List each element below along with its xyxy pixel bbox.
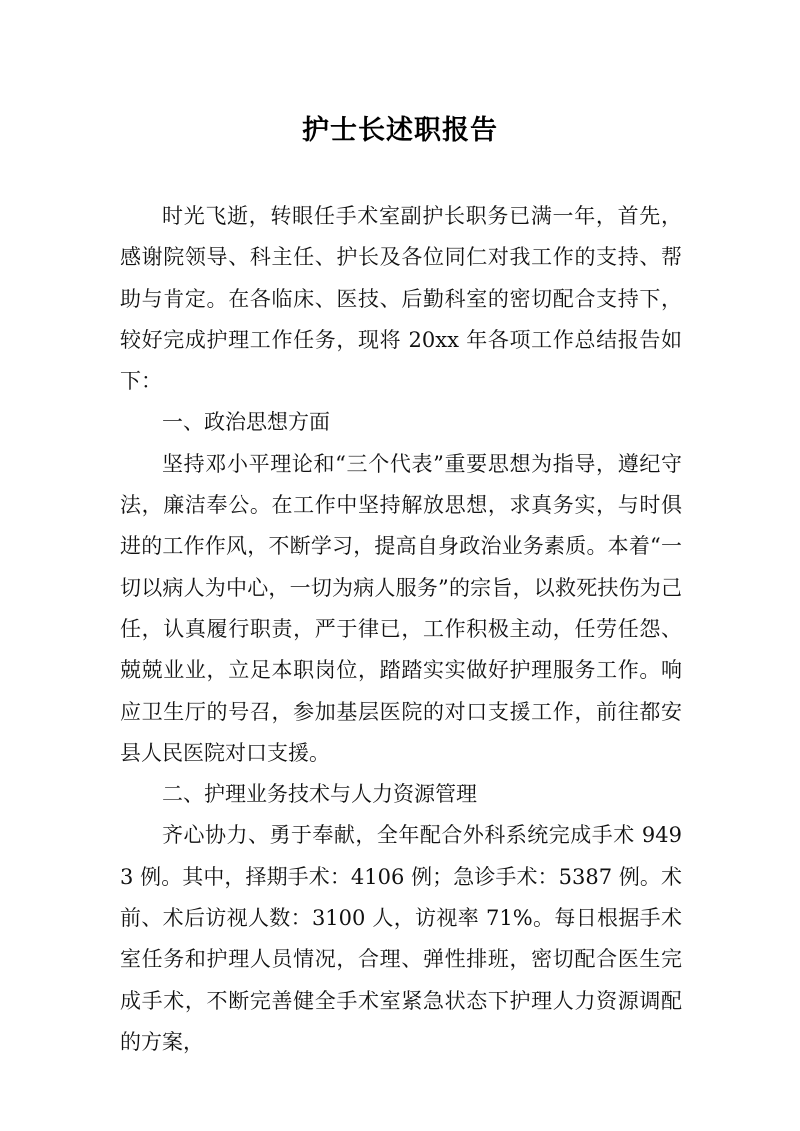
document-title: 护士长述职报告 bbox=[302, 115, 498, 146]
politics-paragraph: 坚持邓小平理论和“三个代表”重要思想为指导，遵纪守法，廉洁奉公。在工作中坚持解放思想，求真务实，与时俱进的工作作风，不断学习，提高自身政治业务素质。本着“一切以病人为中心，一切为病人服务”的宗旨，以救死扶伤为己任，认真履行职责，严于律已，工作积极主动，任劳任怨、兢兢业业，立足本职岗位，踏踏实实做好护理服务工作。响应卫生厅的号召，参加基层医院的对口支援工作，前往都安县人民医院对口支援。 bbox=[120, 451, 682, 765]
intro-paragraph: 时光飞逝，转眼任手术室副护长职务已满一年，首先，感谢院领导、科主任、护长及各位同仁对我工作的支持、帮助与肯定。在各临床、医技、后勤科室的密切配合支持下，较好完成护理工作任务，现将 20xx 年各项工作总结报告如下： bbox=[120, 204, 682, 394]
document-body bbox=[120, 196, 682, 1063]
nursing-paragraph: 齐心协力、勇于奉献，全年配合外科系统完成手术 9493 例。其中，择期手术：4106 例；急诊手术：5387 例。术前、术后访视人数：3100 人，访视率 71%。每日根据手术室任务和护理人员情况，合理、弹性排班，密切配合医生完成手术，不断完善健全手术室紧急状态下护理人力资源调配的方案， bbox=[120, 823, 682, 1054]
section-heading-politics: 一、政治思想方面 bbox=[162, 410, 330, 435]
section-heading-nursing: 二、护理业务技术与人力资源管理 bbox=[162, 782, 477, 807]
